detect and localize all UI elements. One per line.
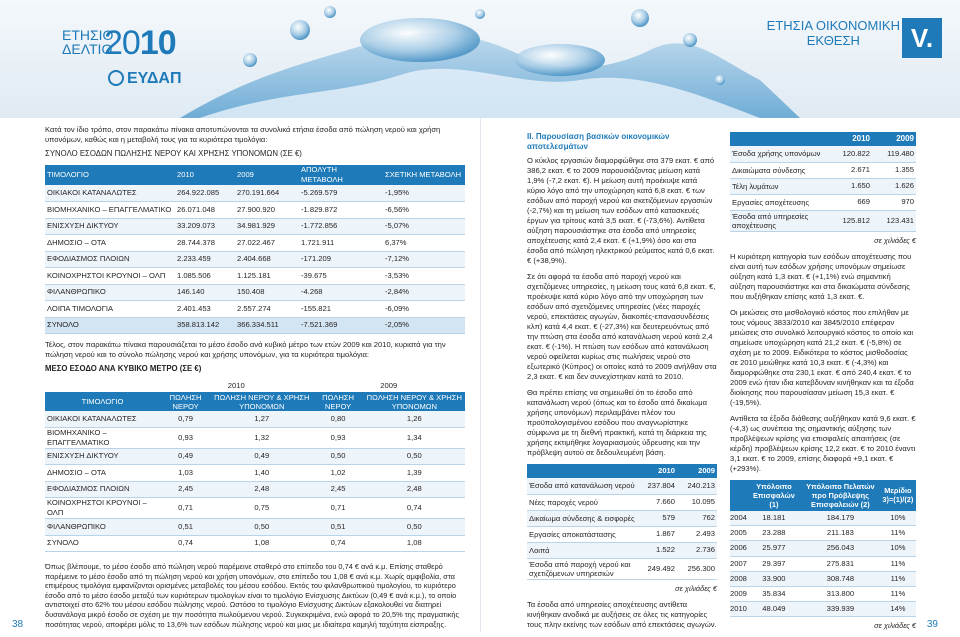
table-row (730, 210, 916, 231)
table-row (527, 478, 717, 494)
year-2010-header: 2010 (160, 380, 312, 392)
cell-value: 11% (890, 589, 906, 599)
table-body (527, 478, 717, 579)
cell-value: 120.822 (842, 148, 870, 158)
report-line2: ΔΕΛΤΙΟ (62, 41, 113, 57)
table-header-row (45, 392, 465, 411)
cell-value: 125.812 (842, 215, 870, 225)
cell-value: 2.493 (695, 529, 715, 538)
cell-value: 0,93 (330, 432, 346, 442)
row-label: Έσοδα από υπηρεσίες αποχέτευσης (732, 211, 809, 230)
report-line1: ΕΤΗΣΙΟ (62, 27, 114, 43)
table-row (45, 251, 465, 268)
cell-value: 762 (702, 513, 715, 522)
cell-value: -6,56% (385, 204, 410, 214)
row-label: Τέλη λυμάτων (732, 181, 779, 191)
column-header: ΠΩΛΗΣΗ ΝΕΡΟΥ (160, 392, 211, 411)
row-label: 2007 (730, 558, 747, 568)
column-header: ΤΙΜΟΛΟΓΙΟ (45, 392, 160, 411)
cell-value: 2.404.668 (237, 254, 271, 264)
table-row (45, 535, 465, 552)
cell-value: -39.675 (301, 270, 327, 280)
section-title (767, 18, 900, 48)
table-row (730, 571, 916, 586)
cell-value: 34.981.929 (237, 221, 276, 231)
paragraph-provisions: Αντίθετα τα έξοδα διάθεσης αυξήθηκαν κατά 9,6 εκατ. € (-4,3) ως συνέπεια της σημαντικής αύξησης των προβλέψεων κρίσης για επισφαλείς απαιτήσεις (σε κέρδη) προβλέψεων κρίσης 12,2 εκατ. € το 2010 έναντι 3,1 εκατ. € το 2009, επίσης διαφορά +9,1 εκατ. € (+293%). (730, 413, 916, 473)
paragraph-water-services: Σε ότι αφορά τα έσοδα από παροχή νερού και σχετιζόμενες υπηρεσίες, η μείωση τους κατά 6,8 εκατ. €, προέκυψε κατά κύριο λόγο από την υποχώρηση των εσόδων από σχετιζόμενες υπηρεσίες (νέες παροχές νερού, επεκτάσεις αγωγών, διακοπές-επανασυνδέσεις κλπ) κατά 4,4 εκατ. € (-27,3%) και δευτερευόντως από την πτώση στα έσοδα από κατανάλωση νερού κατά 2,4 εκατ. € (-1%). Η πτώση των εσόδων από κατανάλωση νερού οφείλεται κυρίως στις πωλήσεις νερού στο εξωτερικό (Κύπρος) οι οποίες κατά το 2009 ανήλθαν στα 2,3 εκατ. € και δεν συνεχίστηκαν κατά το 2010. (527, 272, 717, 381)
cell-value: 0,80 (330, 413, 346, 423)
row-label: 2005 (730, 528, 747, 538)
row-label: 2010 (730, 604, 747, 614)
column-header: Υπόλοιπο Πελατών προ Πρόβλεψης Επισφαλειών (2) (801, 480, 880, 511)
column-header (730, 132, 828, 146)
table-row (45, 448, 465, 465)
cell-value: 123.431 (886, 215, 914, 225)
cell-value: 27.022.467 (237, 237, 276, 247)
report-brand (62, 24, 182, 87)
row-label: ΣΥΝΟΛΟ (47, 538, 79, 548)
cell-value: 1,39 (406, 467, 422, 477)
cell-value: 2,48 (254, 484, 270, 494)
table-body (45, 185, 465, 334)
table-header-row (527, 464, 717, 478)
cell-value: 2.736 (695, 545, 715, 554)
paragraph-sewerage: Τα έσοδα από υπηρεσίες αποχέτευσης αντίθετα κινήθηκαν ανοδικά με αυξήσεις σε όλες τις κατηγορίες τους πλην εκείνης των εσόδων από επεκτάσεις αγωγών. (527, 599, 717, 629)
cell-value: 1,27 (254, 413, 270, 423)
paragraph-costs: Οι μειώσεις στο μισθολογικό κόστος που επιλήθαν με τους νόμους 3833/2010 και 3845/2010 επέφεραν μειώσεις στο συνολικό λειτουργικό κόστος το οποίο και σημείωσε υποχώρηση κατά 21,2 εκατ. € (-5,8%) σε σχέση με το 2009. Ειδικότερα το κόστος μισθοδοσίας σε 2010 μειώθηκε κατά 10,3 εκατ. € (-4,3%) και διαμορφώθηκε στα 230,1 εκατ. € από 240,4 εκατ. € το 2009 ενώ ήταν ιδια κατεβδυναν κινήθηκαν και τα έξοδα διοίκησης που παρουσίασαν μείωση 15,3 εκατ. € (-19,5%). (730, 307, 914, 407)
cell-value: 150.408 (237, 287, 265, 297)
table2-caption: ΜΕΣΟ ΕΣΟΔΟ ΑΝΑ ΚΥΒΙΚΟ ΜΕΤΡΟ (ΣΕ €) (45, 364, 202, 373)
revenue-table (45, 165, 465, 334)
row-label: 2006 (730, 543, 747, 553)
cell-value: 7.660 (655, 497, 675, 506)
cell-value: 970 (901, 197, 914, 206)
cell-value: 1.721.911 (301, 237, 335, 247)
row-label: Έσοδα από παροχή νερού και σχετιζόμενων υπηρεσιών (529, 559, 631, 578)
cell-value: -2,84% (385, 287, 410, 297)
page-number-left: 38 (12, 619, 24, 630)
column-header: 2010 (175, 165, 235, 185)
year-spacer (45, 380, 160, 392)
column-header: ΠΩΛΗΣΗ ΝΕΡΟΥ (312, 392, 363, 411)
units-note: σε χιλιάδες € (874, 235, 916, 245)
row-label: Δικαιώματα σύνδεσης (732, 165, 806, 175)
cell-value: 270.191.664 (237, 188, 280, 197)
paragraph-note: Θα πρέπει επίσης να σημειωθεί ότι το έσοδο από κατανάλωση νερού (όπως και το έσοδο από δικαίωμα χρήσης υπονόμων) περιλαμβάνει πλέον του προϋπολογισμένου εσόδου που αναγνωρίστηκε σύμφωνα με τη διεθνή πρακτική, κατά τη διάρκεια της χρήσης εκτιμήθηκε λογαριασμούς ύδρευσης και την πρόβλεψη αυτού σε δεδουλευμένη βάση. (527, 388, 707, 457)
cell-value: -7.521.369 (301, 320, 338, 330)
column-header: 2010 (637, 464, 677, 478)
table-row (45, 481, 465, 498)
table-header-row (730, 480, 916, 511)
column-header: ΠΩΛΗΣΗ ΝΕΡΟΥ & ΧΡΗΣΗ ΥΠΟΝΟΜΩΝ (211, 392, 312, 411)
column-header (730, 480, 747, 511)
middle-column (527, 132, 717, 636)
row-label: ΕΝΙΣΧΥΣΗ ΔΙΚΤΥΟΥ (47, 451, 119, 461)
row-label: Έσοδα χρήσης υπονόμων (732, 149, 821, 159)
units-note: σε χιλιάδες € (675, 583, 717, 593)
cell-value: 10.095 (691, 497, 715, 506)
row-label: ΦΙΛΑΝΘΡΩΠΙΚΟ (47, 287, 106, 297)
cell-value: 579 (662, 513, 675, 522)
table-row (45, 519, 465, 536)
cell-value: 0,51 (330, 521, 346, 531)
table-row (730, 526, 916, 541)
cell-value: 339.939 (826, 604, 855, 614)
section-number-badge: V. (902, 18, 942, 58)
table-body (45, 411, 465, 552)
column-header: ΠΩΛΗΣΗ ΝΕΡΟΥ & ΧΡΗΣΗ ΥΠΟΝΟΜΩΝ (364, 392, 465, 411)
table-row (45, 411, 465, 428)
cell-value: 0,71 (178, 503, 193, 512)
cell-value: 0,50 (406, 521, 422, 531)
cell-value: 0,71 (330, 503, 346, 512)
table-row (45, 317, 465, 334)
cell-value: 2,45 (178, 484, 193, 494)
paragraph-turnover: Ο κύκλος εργασιών διαμορφώθηκε στα 379 εκατ. € από 386,2 εκατ. € το 2009 παρουσιάζοντας μείωση κατά 1,9% (-7,2 εκατ. €). Η μείωση αυτή προέκυψε κατά κύριο λόγο από την υποχώρηση κατά 6,8 εκατ. € των εσόδων από παροχή νερού και σκετιζόμενων εργασιών (-2,7%) και τη μείωση των εσόδων από κατασκευές έργων για τρίτους κατά 3,5 εκατ. € (-73,6%). Αντίθετα αύξηση παρουσιάστηκε στα έσοδα από υπηρεσίες αποχέτευσης κατά 2,4 εκατ. € (+1,9%) όσο και στα έσοδα από πώληση ηλεκτρικού ρεύματος κατά 0,6 εκατ. € (+38,9%). (527, 156, 715, 265)
cell-value: 0,74 (406, 503, 422, 512)
right-column (730, 132, 916, 637)
second-paragraph: Τέλος, στον παρακάτω πίνακα παρουσιάζεται το μέσο έσοδο ανά κυβικό μέτρο των ετών 2009 και 2010, κυριατά για την πώληση νερού και το σύνολο πώλησης νερού και χρήσης υπονόμων, για τα κυριότερα τιμολόγια: (45, 340, 446, 359)
column-header (527, 464, 637, 478)
cell-value: 1,34 (406, 432, 422, 442)
table-row (730, 511, 916, 526)
column-header: ΣΧΕΤΙΚΗ ΜΕΤΑΒΟΛΗ (383, 165, 465, 185)
table-header-row (730, 132, 916, 146)
section-heading: ΙΙ. Παρουσίαση βασικών οικονομικών αποτελεσμάτων (527, 132, 670, 151)
table-body (730, 146, 916, 231)
header-banner (0, 0, 960, 118)
table-row (45, 235, 465, 252)
row-label: ΟΙΚΙΑΚΟΙ ΚΑΤΑΝΑΛΩΤΕΣ (47, 413, 137, 423)
cell-value: 29.397 (762, 558, 786, 568)
cell-value: 2.557.274 (237, 303, 271, 313)
cell-value: 11% (890, 558, 906, 568)
row-label: Εργασίες αποχέτευσης (732, 197, 810, 207)
year-bold: 10 (139, 24, 176, 62)
sewerage-revenue-table (730, 132, 916, 232)
table-row (730, 602, 916, 617)
section-title-line2: ΕΚΘΕΣΗ (806, 33, 860, 48)
cell-value: 1.867 (655, 529, 675, 538)
table-row (45, 218, 465, 235)
row-label: 2009 (730, 589, 747, 599)
cell-value: 1.355 (894, 165, 914, 174)
cell-value: 2.671 (850, 165, 870, 174)
cell-value: 1,32 (254, 432, 270, 442)
row-label: ΔΗΜΟΣΙΟ – ΟΤΑ (47, 237, 106, 247)
cell-value: 0,50 (330, 451, 346, 461)
cell-value: 308.748 (826, 573, 855, 583)
cell-value: -171.209 (301, 254, 331, 264)
cell-value: 256.300 (687, 563, 715, 573)
row-label: Νέες παροχές νερού (529, 497, 598, 507)
table-row (45, 465, 465, 482)
logo-text: ΕΥΔΑΠ (127, 70, 182, 87)
cell-value: 2.401.453 (177, 303, 211, 313)
cell-value: 1,02 (330, 467, 346, 477)
cell-value: 0,50 (254, 521, 270, 531)
table-row (45, 301, 465, 318)
row-label: ΛΟΙΠΑ ΤΙΜΟΛΟΓΙΑ (47, 303, 114, 313)
cell-value: 256.043 (826, 543, 855, 553)
cell-value: 28.744.378 (177, 237, 216, 247)
logo-icon (108, 70, 124, 86)
left-column (45, 125, 465, 629)
cell-value: 1.626 (894, 181, 914, 190)
table1-caption: ΣΥΝΟΛΟ ΕΣΟΔΩΝ ΠΩΛΗΣΗΣ ΝΕΡΟΥ ΚΑΙ ΧΡΗΣΗΣ ΥΠΟΝΟΜΩΝ (ΣΕ €) (45, 149, 302, 158)
column-header: 2010 (828, 132, 872, 146)
cell-value: -3,53% (385, 270, 410, 280)
row-label: ΒΙΟΜΗΧΑΝΙΚΟ – ΕΠΑΓΓΕΛΜΑΤΙΚΟ (47, 427, 110, 447)
cell-value: 1.085.506 (177, 270, 211, 280)
row-label: 2008 (730, 573, 747, 583)
page-gutter (480, 118, 481, 632)
cell-value: -1,95% (385, 188, 410, 197)
row-label: Εργασίες αποκατάστασης (529, 529, 616, 539)
cell-value: 146.140 (177, 287, 205, 297)
cell-value: 1.650 (850, 181, 870, 190)
table-row (527, 558, 717, 579)
table-row (730, 194, 916, 210)
row-label: ΣΥΝΟΛΟ (47, 320, 79, 330)
cell-value: -1.829.872 (301, 204, 338, 214)
units-note: σε χιλιάδες € (874, 621, 916, 631)
row-label: ΚΟΙΝΟΧΡΗΣΤΟΙ ΚΡΟΥΝΟΙ – ΟΛΠ (47, 498, 147, 517)
cell-value: 10% (890, 543, 906, 553)
closing-paragraph: Όπως βλέπουμε, το μέσο έσοδο από πώληση νερού παρέμεινε σταθερό στο επίπεδο του 0,74 € ανά κ.μ. Επίσης σταθερό παρέμεινε το μέσο έσοδο από τη πώληση νερού και χρήση υπονόμων, στο επίπεδο του 1,08 € ανά κ.μ. Χωρίς αμφιβολία, στα επιμέρους τιμολόγια εμφανίζονται ορισμένες μεταβολές του μέσου εσόδου. Εκτός του φιλανθρωπικού τιμολογίου, το κυριότερο έσοδο από το μέσο έσοδο μεταξύ των κυριότερων τιμολογίων είναι το τιμολόγιο Ενίσχυσης Δικτύων (0,49 € ανά κ.μ.), το οποίο αντιστοιχεί στο 62% του μέσου εσόδου πώλησης νερού. Ωστόσο το τιμολόγιο Ενίσχυσης Δικτύων εξακολουθεί να διατηρεί δυσανάλογα μικρό έσοδο σε σχέση με την ποσότητα πωλούμενου νερού. Συγκεκριμένα, ενώ αφορά το 20,5% της πραγματικής ποσότητας νερού, αποφέρει μόλις το 13,6% των εσόδων πώλησης νερού και μιας με ιδιαίτερα καμηλή ταχύτητα είσπραξης. (45, 562, 460, 629)
cell-value: 14% (890, 604, 906, 614)
column-header: 2009 (677, 464, 717, 478)
cell-value: 33.900 (762, 573, 786, 583)
cell-value: -5,07% (385, 221, 410, 231)
cell-value: 1,26 (406, 413, 422, 423)
table-row (527, 510, 717, 526)
cell-value: 366.334.511 (237, 320, 279, 330)
table-row (730, 146, 916, 162)
cell-value: 1,03 (178, 467, 193, 477)
cell-value: -4.268 (301, 287, 323, 297)
cell-value: 0,79 (178, 413, 193, 423)
cell-value: 184.179 (826, 512, 855, 522)
row-label: ΒΙΟΜΗΧΑΝΙΚΟ – ΕΠΑΓΓΕΛΜΑΤΙΚΟ (47, 204, 172, 214)
row-label: ΕΝΙΣΧΥΣΗ ΔΙΚΤΥΟΥ (47, 221, 119, 231)
cell-value: 25.977 (762, 543, 786, 553)
cell-value: 48.049 (762, 604, 786, 614)
row-label: ΦΙΛΑΝΘΡΩΠΙΚΟ (47, 521, 106, 531)
table-body (730, 511, 916, 617)
cell-value: 11% (890, 573, 906, 583)
table-row (527, 542, 717, 558)
table-year-row (45, 380, 465, 392)
cell-value: 313.800 (826, 589, 855, 599)
year-light: 20 (104, 24, 140, 62)
table-row (730, 162, 916, 178)
cell-value: -2,05% (385, 320, 410, 330)
cell-value: -6,09% (385, 303, 410, 313)
row-label: 2004 (730, 512, 747, 522)
cell-value: 1,40 (254, 467, 270, 477)
table-row (45, 185, 465, 202)
row-label: ΕΦΟΔΙΑΣΜΟΣ ΠΛΟΙΩΝ (47, 484, 130, 494)
cell-value: 33.209.073 (177, 221, 216, 231)
row-label: ΟΙΚΙΑΚΟΙ ΚΑΤΑΝΑΛΩΤΕΣ (47, 188, 137, 197)
cell-value: 1.125.181 (237, 270, 271, 280)
water-supply-revenue-table (527, 464, 717, 580)
intro-paragraph: Κατά τον ίδιο τρόπο, στον παρακάτω πίνακα αποτυπώνονται τα συνολικά ετήσια έσοδα από πώληση νερού και χρήση υπονόμων, καθώς και η μεταβολή τους για τα κυριότερα τιμολόγια: (45, 125, 441, 144)
column-header: Υπόλοιπο Επισφαλών (1) (747, 480, 801, 511)
cell-value: 119.480 (887, 148, 914, 158)
row-label: ΕΦΟΔΙΑΣΜΟΣ ΠΛΟΙΩΝ (47, 254, 130, 264)
table-row (45, 202, 465, 219)
row-label: Δικαίωμα σύνδεσης & εισφορές (529, 513, 635, 523)
cell-value: 669 (857, 197, 870, 206)
cell-value: 0,74 (330, 538, 346, 548)
row-label: ΚΟΙΝΟΧΡΗΣΤΟΙ ΚΡΟΥΝΟΙ – ΟΛΠ (47, 270, 166, 280)
cell-value: 275.831 (826, 558, 855, 568)
cell-value: -7,12% (385, 254, 410, 264)
table-row (730, 541, 916, 556)
table-row (730, 178, 916, 194)
cell-value: 237.804 (647, 480, 675, 490)
cell-value: 249.492 (647, 563, 675, 573)
column-header: ΑΠΟΛΥΤΗ ΜΕΤΑΒΟΛΗ (299, 165, 383, 185)
table-row (45, 427, 465, 448)
cell-value: 358.813.142 (177, 320, 220, 330)
page-number-right: 39 (926, 619, 938, 630)
cell-value: 2,45 (330, 484, 346, 494)
cell-value: 6,37% (385, 237, 407, 247)
cell-value: -1.772.856 (301, 221, 338, 231)
cell-value: 264.922.085 (177, 188, 220, 197)
cell-value: 0,50 (406, 451, 422, 461)
paragraph-sewerage-growth: Η κυριότερη κατηγορία των εσόδων αποχέτευσης που είναι αυτή των εσόδων χρήσης υπονόμων σημείωσε αύξηση κατά 1,3 εκατ. € (+1,1%) ενώ σημαντική αύξηση παρουσιάστηκε και στα δικαιώματα σύνδεσης που αυξήθηκαν επίσης κατά 1,3 εκατ. €. (730, 251, 912, 301)
cell-value: 211.183 (826, 528, 854, 538)
column-header: Μερίδιο 3)=(1)/(2) (880, 480, 916, 511)
cell-value: 10% (890, 512, 906, 522)
cell-value: 1.522 (655, 545, 675, 554)
row-label: ΔΗΜΟΣΙΟ – ΟΤΑ (47, 467, 106, 477)
company-logo (108, 70, 182, 87)
table-row (730, 556, 916, 571)
table-row (45, 498, 465, 519)
year-2009-header: 2009 (312, 380, 465, 392)
cell-value: -155.821 (301, 303, 331, 313)
section-title-line1: ΕΤΗΣΙΑ ΟΙΚΟΝΟΜΙΚΗ (766, 18, 900, 33)
cell-value: 240.213 (687, 480, 715, 490)
table-row (730, 586, 916, 601)
cell-value: 23.288 (762, 528, 786, 538)
column-header: 2009 (235, 165, 299, 185)
table-header-row (45, 165, 465, 185)
row-label: Λοιπά (529, 545, 550, 555)
cell-value: 0,93 (178, 432, 193, 442)
cell-value: 26.071.048 (177, 204, 216, 214)
cell-value: 1,08 (406, 538, 422, 548)
column-header: ΤΙΜΟΛΟΓΙΟ (45, 165, 175, 185)
report-year (104, 26, 176, 60)
cell-value: 1,08 (254, 538, 270, 548)
cell-value: 0,74 (178, 538, 193, 548)
cell-value: 0,49 (178, 451, 193, 461)
table-row (527, 526, 717, 542)
column-header: 2009 (872, 132, 916, 146)
cell-value: 2.233.459 (177, 254, 211, 264)
cell-value: 27.900.920 (237, 204, 276, 214)
doubtful-receivables-table (730, 480, 916, 618)
row-label: Έσοδα από κατανάλωση νερού (529, 481, 635, 491)
table-row (45, 284, 465, 301)
cell-value: 35.834 (762, 589, 786, 599)
cell-value: 11% (890, 528, 906, 538)
cell-value: -5.269.579 (301, 188, 338, 197)
cell-value: 2,48 (406, 484, 422, 494)
cell-value: 0,75 (254, 503, 270, 512)
table-row (527, 494, 717, 510)
cell-value: 18.181 (762, 512, 786, 522)
avg-revenue-table (45, 380, 465, 552)
cell-value: 0,49 (254, 451, 270, 461)
table-row (45, 268, 465, 285)
cell-value: 0,51 (178, 521, 193, 531)
